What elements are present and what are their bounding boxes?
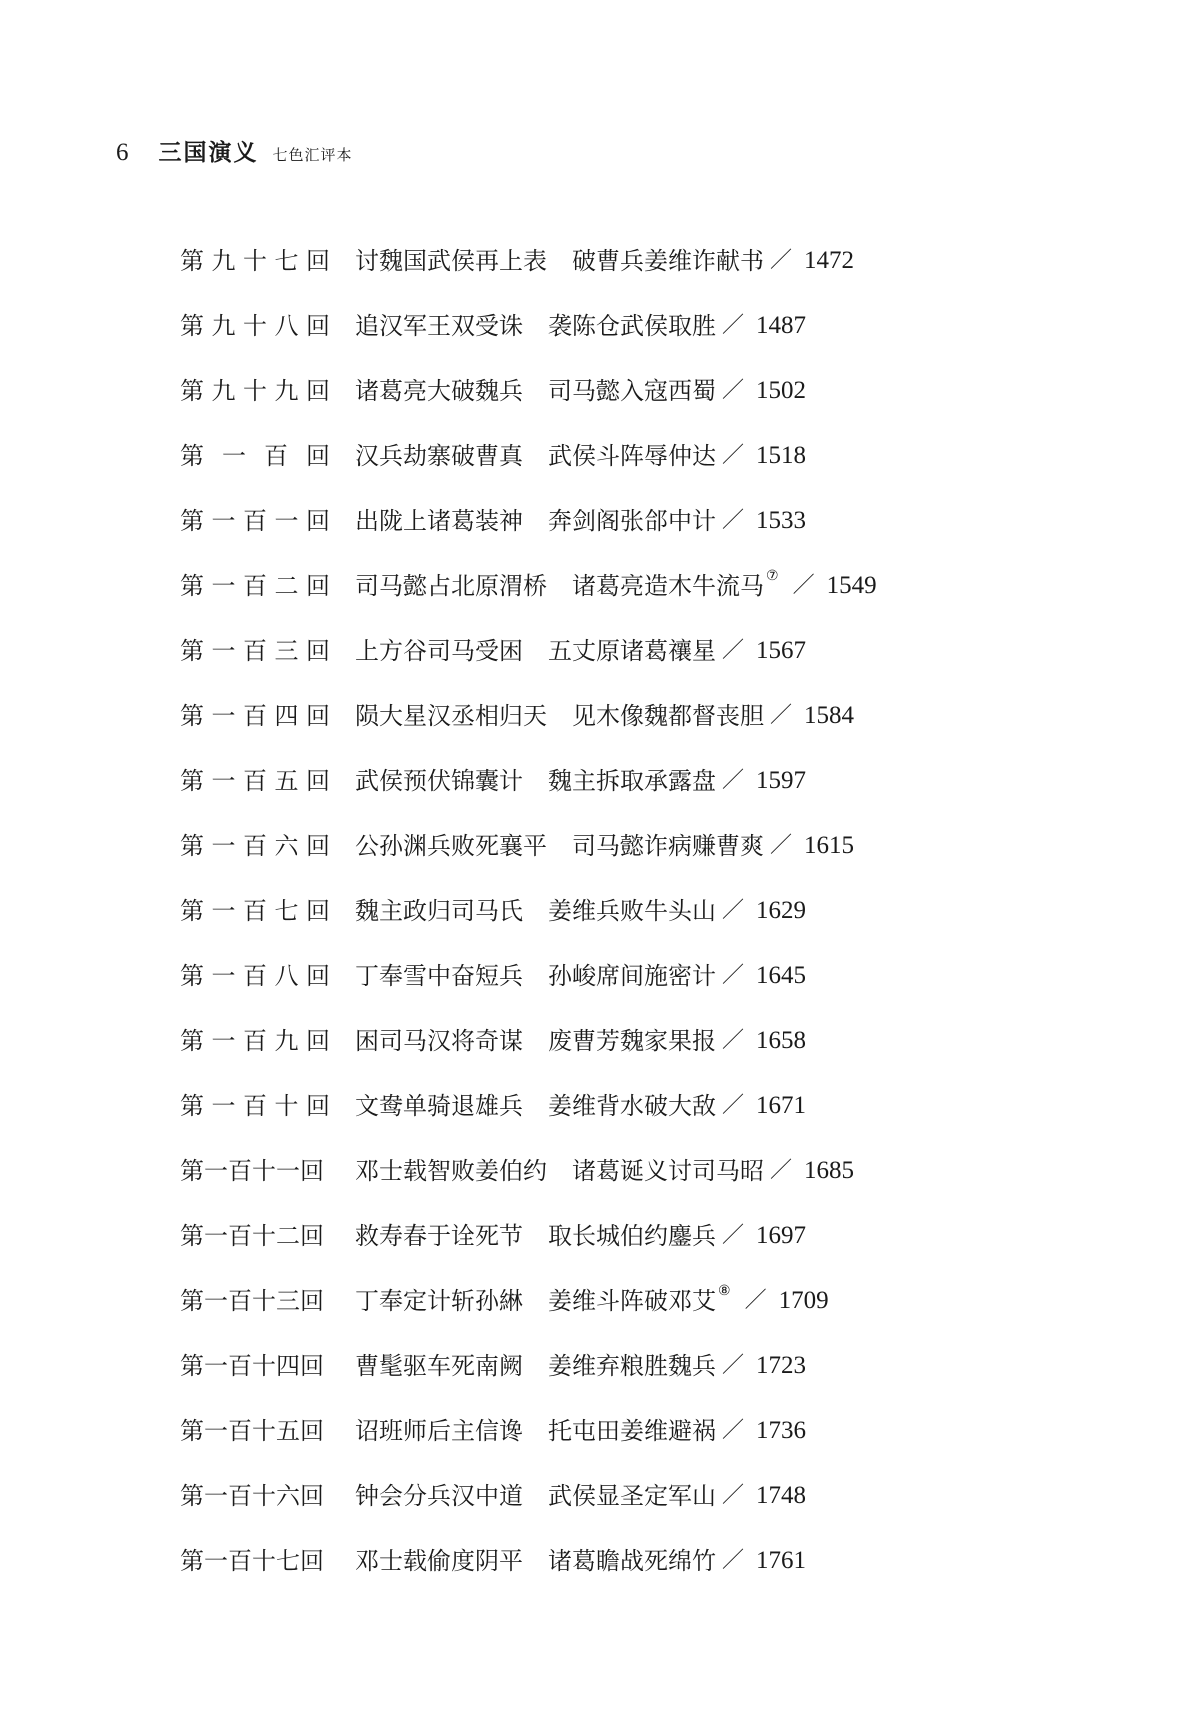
chapter-title-second-line: 破曹兵姜维诈献书 <box>572 246 764 275</box>
chapter-number-glyph: 回 <box>306 961 330 990</box>
toc-entry[interactable] <box>180 1138 877 1203</box>
chapter-number-glyph: 回 <box>306 701 330 730</box>
page-reference: 1645 <box>756 961 807 989</box>
chapter-number-glyph: 一 <box>211 1091 236 1120</box>
chapter-title-first-line: 汉兵劫寨破曹真 <box>355 441 523 470</box>
chapter-number-glyph: 六 <box>276 1481 300 1510</box>
chapter-number-glyph: 回 <box>306 896 330 925</box>
toc-entry[interactable] <box>180 1398 877 1463</box>
toc-entry[interactable] <box>180 878 877 943</box>
page-reference: 1584 <box>804 701 855 729</box>
chapter-number <box>180 1286 330 1316</box>
chapter-number-glyph: 回 <box>300 1481 324 1510</box>
toc-entry[interactable] <box>180 1073 877 1138</box>
chapter-title-first-line: 武侯预伏锦囊计 <box>355 766 523 795</box>
chapter-number-glyph: 十 <box>243 376 267 405</box>
chapter-number-glyph: 七 <box>274 896 299 925</box>
chapter-number-glyph: 百 <box>243 636 267 665</box>
chapter-title-second-line: 魏主拆取承露盘 <box>548 766 716 795</box>
chapter-number-glyph: 回 <box>300 1286 324 1315</box>
chapter-number-glyph: 八 <box>274 311 299 340</box>
chapter-number-glyph: 回 <box>306 831 330 860</box>
page-separator: ／ <box>722 637 745 663</box>
chapter-number-glyph: 第 <box>180 376 204 405</box>
chapter-number-glyph: 第 <box>180 1091 204 1120</box>
chapter-title-second-line: 姜维弃粮胜魏兵 <box>548 1351 716 1380</box>
page-separator: ／ <box>722 1092 745 1118</box>
toc-entry[interactable] <box>180 228 877 293</box>
chapter-number-glyph: 二 <box>276 1221 300 1250</box>
chapter-title-second-line: 见木像魏都督丧胆 <box>572 701 764 730</box>
chapter-number-glyph: 七 <box>276 1546 300 1575</box>
chapter-title-second-line: 司马懿诈病赚曹爽 <box>572 831 764 860</box>
chapter-title-first-line: 曹髦驱车死南阙 <box>355 1351 523 1380</box>
page-separator: ／ <box>722 962 745 988</box>
chapter-title-first-line: 司马懿占北原渭桥 <box>355 571 547 600</box>
chapter-title-second-line: 诸葛瞻战死绵竹 <box>548 1546 716 1575</box>
chapter-number-glyph: 三 <box>274 636 299 665</box>
toc-entry[interactable] <box>180 423 877 488</box>
chapter-number-glyph: 回 <box>306 636 330 665</box>
chapter-number-glyph: 百 <box>243 896 267 925</box>
chapter-number <box>180 441 330 471</box>
chapter-number-glyph: 回 <box>306 246 330 275</box>
chapter-number-glyph: 一 <box>211 961 236 990</box>
chapter-number-glyph: 百 <box>264 441 288 470</box>
chapter-number-glyph: 十 <box>243 311 267 340</box>
page-reference: 1709 <box>778 1286 829 1314</box>
chapter-number-glyph: 百 <box>243 1026 267 1055</box>
page-reference: 1761 <box>756 1546 807 1574</box>
page-reference: 1549 <box>826 571 877 599</box>
page-separator: ／ <box>722 442 745 468</box>
chapter-title-second-line: 五丈原诸葛禳星 <box>548 636 716 665</box>
chapter-number-glyph: 一 <box>276 1156 300 1185</box>
chapter-number-glyph: 百 <box>228 1286 252 1315</box>
chapter-number-glyph: 回 <box>300 1156 324 1185</box>
chapter-number-glyph: 回 <box>300 1221 324 1250</box>
chapter-number-glyph: 十 <box>252 1351 276 1380</box>
chapter-number-glyph: 百 <box>228 1546 252 1575</box>
chapter-title-first-line: 公孙渊兵败死襄平 <box>355 831 547 860</box>
chapter-title-second-line: 奔剑阁张郃中计 <box>548 506 716 535</box>
chapter-number-glyph: 百 <box>243 506 267 535</box>
running-header <box>116 134 353 174</box>
chapter-number-glyph: 九 <box>211 311 236 340</box>
chapter-number-glyph: 五 <box>276 1416 300 1445</box>
page-reference: 1472 <box>804 246 855 274</box>
chapter-number-glyph: 一 <box>204 1286 228 1315</box>
chapter-number-glyph: 四 <box>274 701 299 730</box>
chapter-title-second-line: 姜维斗阵破邓艾 <box>548 1286 716 1315</box>
chapter-number-glyph: 回 <box>300 1546 324 1575</box>
chapter-number-glyph: 一 <box>211 636 236 665</box>
chapter-number-glyph: 百 <box>243 831 267 860</box>
chapter-title-second-line: 武侯斗阵辱仲达 <box>548 441 716 470</box>
chapter-number-glyph: 第 <box>180 246 204 275</box>
table-of-contents <box>180 228 877 1593</box>
chapter-number-glyph: 第 <box>180 1546 204 1575</box>
chapter-number-glyph: 六 <box>274 831 299 860</box>
chapter-number-glyph: 一 <box>204 1416 228 1445</box>
chapter-number <box>180 506 330 536</box>
chapter-number-glyph: 十 <box>252 1221 276 1250</box>
chapter-number <box>180 571 330 601</box>
chapter-title-second-line: 托屯田姜维避祸 <box>548 1416 716 1445</box>
page-reference: 1597 <box>756 766 807 794</box>
chapter-title-second-line: 取长城伯约鏖兵 <box>548 1221 716 1250</box>
chapter-title-second-line: 司马懿入寇西蜀 <box>548 376 716 405</box>
page-reference: 1615 <box>804 831 855 859</box>
page-reference: 1748 <box>756 1481 807 1509</box>
chapter-number-glyph: 一 <box>211 701 236 730</box>
edition-title: 七色汇评本 <box>272 146 353 164</box>
page-separator: ／ <box>770 702 793 728</box>
chapter-number-glyph: 一 <box>211 1026 236 1055</box>
chapter-title-second-line: 废曹芳魏家果报 <box>548 1026 716 1055</box>
chapter-title-first-line: 诏班师后主信谗 <box>355 1416 523 1445</box>
toc-entry[interactable] <box>180 683 877 748</box>
chapter-title-second-line: 诸葛亮造木牛流马 <box>572 571 764 600</box>
page-reference: 1533 <box>756 506 807 534</box>
toc-entry[interactable] <box>180 748 877 813</box>
chapter-number-glyph: 回 <box>306 1026 330 1055</box>
chapter-number <box>180 1416 330 1446</box>
chapter-number-glyph: 百 <box>243 766 267 795</box>
toc-entry[interactable] <box>180 1463 877 1528</box>
page-reference: 1685 <box>804 1156 855 1184</box>
chapter-number-glyph: 第 <box>180 1026 204 1055</box>
chapter-number-glyph: 一 <box>204 1481 228 1510</box>
chapter-number-glyph: 第 <box>180 441 204 470</box>
chapter-number-glyph: 回 <box>306 506 330 535</box>
chapter-number-glyph: 第 <box>180 896 204 925</box>
chapter-number-glyph: 十 <box>243 246 267 275</box>
chapter-number-glyph: 一 <box>211 831 236 860</box>
chapter-number-glyph: 第 <box>180 1156 204 1185</box>
chapter-number-glyph: 百 <box>228 1481 252 1510</box>
chapter-title-first-line: 文鸯单骑退雄兵 <box>355 1091 523 1120</box>
page-separator: ／ <box>722 1482 745 1508</box>
chapter-title-second-line: 姜维背水破大敌 <box>548 1091 716 1120</box>
toc-entry[interactable] <box>180 1528 877 1593</box>
chapter-number-glyph: 七 <box>274 246 299 275</box>
page-separator: ／ <box>722 507 745 533</box>
toc-entry[interactable] <box>180 553 877 618</box>
chapter-number-glyph: 一 <box>211 896 236 925</box>
page-reference: 1723 <box>756 1351 807 1379</box>
page-separator: ／ <box>722 1417 745 1443</box>
chapter-number-glyph: 一 <box>204 1221 228 1250</box>
toc-entry[interactable] <box>180 618 877 683</box>
chapter-number-glyph: 八 <box>274 961 299 990</box>
chapter-number-glyph: 一 <box>204 1351 228 1380</box>
chapter-title-first-line: 诸葛亮大破魏兵 <box>355 376 523 405</box>
chapter-title-first-line: 钟会分兵汉中道 <box>355 1481 523 1510</box>
page-reference: 1736 <box>756 1416 807 1444</box>
chapter-number-glyph: 一 <box>204 1156 228 1185</box>
chapter-number-glyph: 九 <box>274 376 299 405</box>
chapter-title-first-line: 上方谷司马受困 <box>355 636 523 665</box>
page-number: 6 <box>116 139 129 166</box>
page-separator: ／ <box>722 1547 745 1573</box>
chapter-number-glyph: 十 <box>252 1286 276 1315</box>
chapter-number-glyph: 第 <box>180 506 204 535</box>
chapter-number-glyph: 第 <box>180 636 204 665</box>
page-separator: ／ <box>770 832 793 858</box>
chapter-title-second-line: 袭陈仓武侯取胜 <box>548 311 716 340</box>
chapter-number-glyph: 回 <box>300 1416 324 1445</box>
page-separator: ／ <box>770 1157 793 1183</box>
chapter-number-glyph: 十 <box>274 1091 299 1120</box>
chapter-number-glyph: 一 <box>211 506 236 535</box>
chapter-title-first-line: 救寿春于诠死节 <box>355 1221 523 1250</box>
chapter-number-glyph: 第 <box>180 1286 204 1315</box>
chapter-number-glyph: 回 <box>300 1351 324 1380</box>
page-separator: ／ <box>770 247 793 273</box>
chapter-number <box>180 766 330 796</box>
chapter-number <box>180 311 330 341</box>
toc-entry[interactable] <box>180 1008 877 1073</box>
chapter-title-first-line: 丁奉雪中奋短兵 <box>355 961 523 990</box>
page-reference: 1658 <box>756 1026 807 1054</box>
chapter-number-glyph: 第 <box>180 831 204 860</box>
chapter-number <box>180 1091 330 1121</box>
book-title: 三国演义 <box>158 140 259 166</box>
chapter-title-first-line: 讨魏国武侯再上表 <box>355 246 547 275</box>
page-separator: ／ <box>722 1222 745 1248</box>
chapter-number-glyph: 五 <box>274 766 299 795</box>
page-reference: 1487 <box>756 311 807 339</box>
page-reference: 1567 <box>756 636 807 664</box>
chapter-number-glyph: 百 <box>243 571 267 600</box>
chapter-title-second-line: 孙峻席间施密计 <box>548 961 716 990</box>
page-reference: 1502 <box>756 376 807 404</box>
toc-entry[interactable] <box>180 813 877 878</box>
chapter-number-glyph: 九 <box>274 1026 299 1055</box>
toc-entry[interactable] <box>180 293 877 358</box>
page-separator: ／ <box>744 1287 767 1313</box>
chapter-number-glyph: 第 <box>180 766 204 795</box>
chapter-number-glyph: 第 <box>180 961 204 990</box>
page-separator: ／ <box>722 1027 745 1053</box>
chapter-number <box>180 896 330 926</box>
chapter-title-first-line: 魏主政归司马氏 <box>355 896 523 925</box>
chapter-number-glyph: 回 <box>306 571 330 600</box>
chapter-title-first-line: 出陇上诸葛装神 <box>355 506 523 535</box>
chapter-number-glyph: 第 <box>180 1416 204 1445</box>
chapter-title-first-line: 追汉军王双受诛 <box>355 311 523 340</box>
page-separator: ／ <box>722 312 745 338</box>
toc-entry[interactable] <box>180 1333 877 1398</box>
chapter-number-glyph: 百 <box>228 1416 252 1445</box>
toc-entry[interactable] <box>180 1203 877 1268</box>
page-reference: 1629 <box>756 896 807 924</box>
page-reference: 1697 <box>756 1221 807 1249</box>
page-separator: ／ <box>722 767 745 793</box>
chapter-number-glyph: 回 <box>306 376 330 405</box>
chapter-number-glyph: 回 <box>306 441 330 470</box>
page-reference: 1518 <box>756 441 807 469</box>
chapter-title-first-line: 邓士载偷度阴平 <box>355 1546 523 1575</box>
chapter-number <box>180 1481 330 1511</box>
chapter-number-glyph: 回 <box>306 1091 330 1120</box>
chapter-number <box>180 1221 330 1251</box>
toc-entry[interactable] <box>180 943 877 1008</box>
chapter-number-glyph: 四 <box>276 1351 300 1380</box>
chapter-number-glyph: 一 <box>204 1546 228 1575</box>
chapter-number-glyph: 九 <box>211 376 236 405</box>
chapter-number <box>180 1026 330 1056</box>
chapter-number-glyph: 十 <box>252 1481 276 1510</box>
chapter-number-glyph: 十 <box>252 1546 276 1575</box>
chapter-number-glyph: 二 <box>274 571 299 600</box>
chapter-number-glyph: 九 <box>211 246 236 275</box>
chapter-number-glyph: 百 <box>228 1221 252 1250</box>
chapter-number-glyph: 百 <box>228 1156 252 1185</box>
chapter-title-first-line: 邓士载智败姜伯约 <box>355 1156 547 1185</box>
chapter-number-glyph: 回 <box>306 766 330 795</box>
page-separator: ／ <box>722 897 745 923</box>
chapter-number-glyph: 三 <box>276 1286 300 1315</box>
chapter-title-second-line: 姜维兵败牛头山 <box>548 896 716 925</box>
chapter-number <box>180 1546 330 1576</box>
chapter-title-first-line: 困司马汉将奇谋 <box>355 1026 523 1055</box>
toc-entry[interactable] <box>180 358 877 423</box>
page-separator: ／ <box>722 1352 745 1378</box>
footnote-marker[interactable]: ⑦ <box>766 567 779 584</box>
chapter-number-glyph: 一 <box>211 766 236 795</box>
toc-entry[interactable] <box>180 488 877 553</box>
chapter-number-glyph: 第 <box>180 1221 204 1250</box>
chapter-number-glyph: 回 <box>306 311 330 340</box>
footnote-marker[interactable]: ⑧ <box>718 1282 731 1299</box>
chapter-number-glyph: 第 <box>180 1481 204 1510</box>
chapter-number-glyph: 百 <box>228 1351 252 1380</box>
chapter-number-glyph: 百 <box>243 961 267 990</box>
chapter-number <box>180 961 330 991</box>
chapter-title-second-line: 武侯显圣定军山 <box>548 1481 716 1510</box>
chapter-number-glyph: 十 <box>252 1416 276 1445</box>
chapter-number-glyph: 一 <box>222 441 246 470</box>
chapter-number <box>180 636 330 666</box>
page-reference: 1671 <box>756 1091 807 1119</box>
chapter-number-glyph: 第 <box>180 1351 204 1380</box>
chapter-number <box>180 246 330 276</box>
chapter-title-first-line: 陨大星汉丞相归天 <box>355 701 547 730</box>
chapter-number <box>180 831 330 861</box>
chapter-number-glyph: 百 <box>243 701 267 730</box>
chapter-number <box>180 1351 330 1381</box>
chapter-number <box>180 376 330 406</box>
chapter-number-glyph: 十 <box>252 1156 276 1185</box>
chapter-title-first-line: 丁奉定计斩孙綝 <box>355 1286 523 1315</box>
chapter-number-glyph: 第 <box>180 311 204 340</box>
chapter-number <box>180 701 330 731</box>
chapter-title-second-line: 诸葛诞义讨司马昭 <box>572 1156 764 1185</box>
chapter-number-glyph: 第 <box>180 701 204 730</box>
page-separator: ／ <box>792 572 815 598</box>
chapter-number <box>180 1156 330 1186</box>
chapter-number-glyph: 一 <box>274 506 299 535</box>
chapter-number-glyph: 第 <box>180 571 204 600</box>
page-separator: ／ <box>722 377 745 403</box>
toc-entry[interactable] <box>180 1268 877 1333</box>
chapter-number-glyph: 百 <box>243 1091 267 1120</box>
chapter-number-glyph: 一 <box>211 571 236 600</box>
